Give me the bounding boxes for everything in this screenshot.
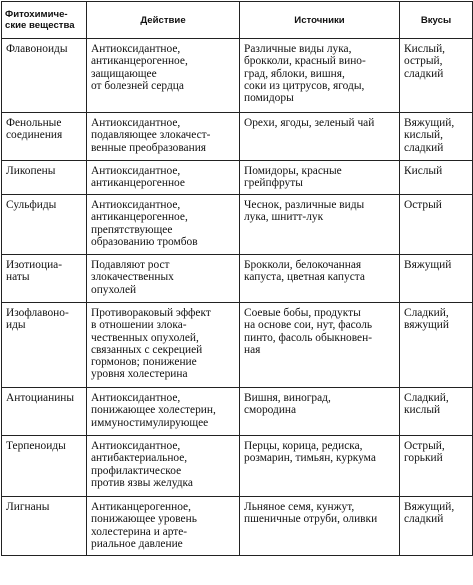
- cell-substance: Фенольные соединения: [2, 113, 87, 161]
- cell-substance: Изотиоциа- наты: [2, 255, 87, 303]
- cell-sources: Помидоры, красные грейпфруты: [240, 161, 400, 195]
- cell-action: Антиоксидантное, понижающее холестерин, иммуностимулирующее: [87, 388, 240, 436]
- cell-tastes: Кислый: [400, 161, 473, 195]
- cell-substance: Терпеноиды: [2, 436, 87, 497]
- cell-sources: Брокколи, белокочанная капуста, цветная капуста: [240, 255, 400, 303]
- cell-tastes: Острый: [400, 195, 473, 255]
- cell-sources: Орехи, ягоды, зеленый чай: [240, 113, 400, 161]
- cell-action: Антиоксидантное, антиканцерогенное, препятствующее образованию тромбов: [87, 195, 240, 255]
- cell-action: Антиканцерогенное, понижающее уровень холестерина и арте- риальное давление: [87, 497, 240, 556]
- cell-sources: Различные виды лука, брокколи, красный вино- град, яблоки, вишня, соки из цитрусов, ягоды, помидоры: [240, 39, 400, 113]
- cell-tastes: Сладкий, кислый: [400, 388, 473, 436]
- cell-action: Антиоксидантное, антиканцерогенное: [87, 161, 240, 195]
- cell-tastes: Кислый, острый, сладкий: [400, 39, 473, 113]
- cell-sources: Чеснок, различные виды лука, шнитт-лук: [240, 195, 400, 255]
- phytochemicals-table: [1, 1, 473, 556]
- cell-tastes: Сладкий, вяжущий: [400, 303, 473, 388]
- table-header-row: [2, 2, 473, 39]
- cell-tastes: Вяжущий, кислый, сладкий: [400, 113, 473, 161]
- table-row: [2, 255, 473, 303]
- cell-substance: Ликопены: [2, 161, 87, 195]
- cell-action: Антиоксидантное, подавляющее злокачест- венные преобразования: [87, 113, 240, 161]
- header-sources: Источники: [240, 2, 400, 39]
- table-row: [2, 497, 473, 556]
- cell-substance: Сульфиды: [2, 195, 87, 255]
- cell-substance: Флавоноиды: [2, 39, 87, 113]
- table-row: [2, 303, 473, 388]
- header-substances: Фитохимиче- ские вещества: [2, 2, 87, 39]
- cell-tastes: Вяжущий: [400, 255, 473, 303]
- cell-action: Антиоксидантное, антибактериальное, профилактическое против язвы желудка: [87, 436, 240, 497]
- cell-action: Антиоксидантное, антиканцерогенное, защищающее от болезней сердца: [87, 39, 240, 113]
- table-row: [2, 195, 473, 255]
- table-row: [2, 161, 473, 195]
- cell-sources: Перцы, корица, редиска, розмарин, тимьян, куркума: [240, 436, 400, 497]
- table-row: [2, 436, 473, 497]
- cell-sources: Соевые бобы, продукты на основе сои, нут, фасоль пинто, фасоль обыкновен- ная: [240, 303, 400, 388]
- header-tastes: Вкусы: [400, 2, 473, 39]
- cell-substance: Изофлавоно- иды: [2, 303, 87, 388]
- table-row: [2, 39, 473, 113]
- cell-substance: Антоцианины: [2, 388, 87, 436]
- table-row: [2, 388, 473, 436]
- cell-sources: Вишня, виноград, смородина: [240, 388, 400, 436]
- cell-action: Противораковый эффект в отношении злока- чественных опухолей, связанных с секрецией гормонов; понижение уровня холестерина: [87, 303, 240, 388]
- cell-tastes: Острый, горький: [400, 436, 473, 497]
- table-row: [2, 113, 473, 161]
- cell-substance: Лигнаны: [2, 497, 87, 556]
- cell-sources: Льняное семя, кунжут, пшеничные отруби, оливки: [240, 497, 400, 556]
- cell-tastes: Вяжущий, сладкий: [400, 497, 473, 556]
- cell-action: Подавляют рост злокачественных опухолей: [87, 255, 240, 303]
- header-action: Действие: [87, 2, 240, 39]
